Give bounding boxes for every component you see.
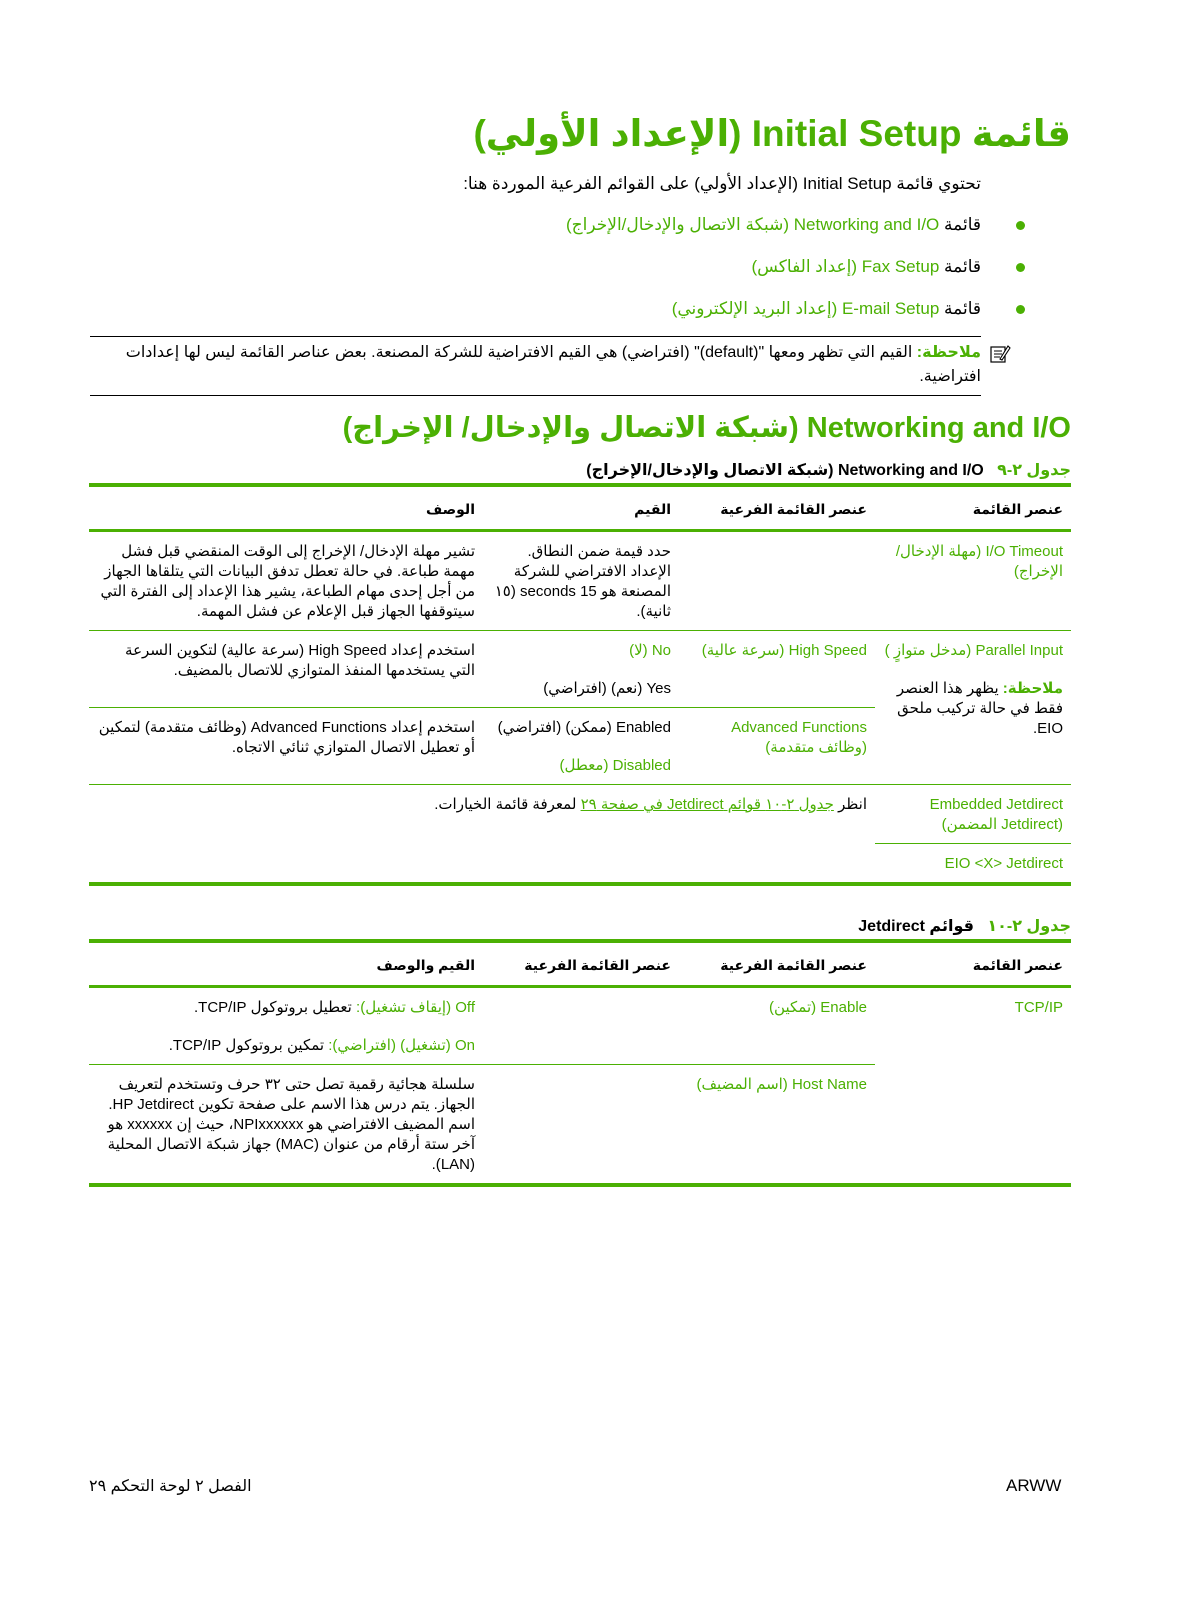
cell-description bbox=[89, 785, 875, 885]
note-icon bbox=[989, 343, 1011, 365]
cell-description: استخدم إعداد Advanced Functions (وظائف متقدمة) لتمكين أو تعطيل الاتصال المتوازي ثنائي الاتجاه. bbox=[89, 708, 483, 785]
value-option bbox=[97, 998, 475, 1018]
submenu-link-fax[interactable]: Fax Setup (إعداد الفاكس) bbox=[751, 257, 940, 276]
value-option bbox=[97, 1036, 475, 1056]
list-item bbox=[566, 254, 981, 296]
bullet-icon bbox=[1016, 221, 1025, 230]
section-title: Networking and I/O (شبكة الاتصال والإدخال/ الإخراج) bbox=[342, 412, 1071, 444]
caption-label: جدول ٢-٩ bbox=[997, 462, 1071, 479]
value-option: Enabled (ممكن) (افتراضي) bbox=[497, 719, 671, 736]
caption-label: جدول ٢-١٠ bbox=[987, 918, 1071, 935]
cell-note-text: يظهر هذا العنصر فقط في حالة تركيب ملحق EIO. bbox=[896, 680, 1063, 737]
value-text: تمكين بروتوكول TCP/IP. bbox=[168, 1037, 325, 1054]
column-header: عنصر القائمة bbox=[875, 485, 1071, 531]
menu-item-eio-jetdirect: EIO <X> Jetdirect bbox=[875, 844, 1071, 885]
cell-description: استخدم إعداد High Speed (سرعة عالية) لتكوين السرعة التي يستخدمها المنفذ المتوازي للاتصال بالمضيف. bbox=[89, 631, 483, 708]
value-option: Disabled (معطل) bbox=[559, 757, 671, 774]
column-header: عنصر القائمة الفرعية bbox=[679, 941, 875, 987]
note-label: ملاحظة: bbox=[1002, 680, 1063, 697]
desc-prefix: انظر bbox=[838, 796, 867, 813]
table-row bbox=[89, 531, 1071, 631]
cell-description: سلسلة هجائية رقمية تصل حتى ٣٢ حرف وتستخدم لتعريف الجهاز. يتم درس هذا الاسم على صفحة تكوين HP Jetdirect. اسم المضيف الافتراضي هو NPIxxxxxx، حيث إن xxxxxx هو آخر ستة أرقام من عنوان (MAC) جهاز شبكة الاتصال المحلية (LAN). bbox=[89, 1065, 483, 1186]
networking-table bbox=[89, 483, 1071, 886]
cell-note bbox=[883, 679, 1063, 739]
note-label: ملاحظة: bbox=[916, 344, 981, 361]
column-header: عنصر القائمة الفرعية bbox=[679, 485, 875, 531]
note-text: القيم التي تظهر ومعها "(default)" (افتراضي) هي القيم الافتراضية للشركة المصنعة. بعض عناصر القائمة ليس لها إعدادات افتراضية. bbox=[125, 344, 981, 385]
submenu-link-networking[interactable]: Networking and I/O (شبكة الاتصال والإدخال/الإخراج) bbox=[566, 215, 940, 234]
column-header: عنصر القائمة bbox=[875, 941, 1071, 987]
submenu-host-name: Host Name (اسم المضيف) bbox=[679, 1065, 875, 1186]
caption-text: Networking and I/O (شبكة الاتصال والإدخال/الإخراج) bbox=[586, 462, 984, 479]
submenu-enable: Enable (تمكين) bbox=[679, 987, 875, 1065]
bullet-icon bbox=[1016, 263, 1025, 272]
column-header: الوصف bbox=[89, 485, 483, 531]
bullet-prefix: قائمة bbox=[944, 257, 981, 276]
menu-item-io-timeout: I/O Timeout (مهلة الإدخال/ الإخراج) bbox=[875, 531, 1071, 631]
cell-values: حدد قيمة ضمن النطاق. الإعداد الافتراضي للشركة المصنعة هو 15 seconds (١٥ ثانية). bbox=[483, 531, 679, 631]
cell-values bbox=[483, 708, 679, 785]
jetdirect-table bbox=[89, 939, 1071, 1187]
submenu-high-speed: High Speed (سرعة عالية) bbox=[679, 631, 875, 708]
column-header: عنصر القائمة الفرعية bbox=[483, 941, 679, 987]
table-row bbox=[89, 631, 1071, 708]
value-text: تعطيل بروتوكول TCP/IP. bbox=[193, 999, 352, 1016]
table-row bbox=[89, 987, 1071, 1065]
page-title: قائمة Initial Setup (الإعداد الأولي) bbox=[473, 113, 1071, 154]
bullet-icon bbox=[1016, 305, 1025, 314]
bullet-prefix: قائمة bbox=[944, 215, 981, 234]
menu-item-tcpip: TCP/IP bbox=[875, 987, 1071, 1186]
list-item bbox=[566, 212, 981, 254]
bullet-prefix: قائمة bbox=[944, 299, 981, 318]
cell-values bbox=[89, 987, 483, 1065]
column-header: القيم والوصف bbox=[89, 941, 483, 987]
menu-item-embedded-jetdirect: Embedded Jetdirect (Jetdirect المضمن) bbox=[875, 785, 1071, 844]
desc-suffix: لمعرفة قائمة الخيارات. bbox=[434, 796, 577, 813]
table-caption bbox=[858, 916, 1071, 936]
footer-page-info: الفصل ٢ لوحة التحكم ٢٩ bbox=[89, 1478, 252, 1495]
cell-values bbox=[483, 631, 679, 708]
value-label: On (تشغيل) (افتراضي): bbox=[328, 1037, 475, 1054]
caption-text: قوائم Jetdirect bbox=[858, 918, 974, 935]
table-row bbox=[89, 785, 1071, 844]
column-header: القيم bbox=[483, 485, 679, 531]
value-option: No (لا) bbox=[629, 642, 671, 659]
submenu-advanced-functions: Advanced Functions (وظائف متقدمة) bbox=[679, 708, 875, 785]
table-caption bbox=[586, 460, 1071, 480]
menu-item-label: Parallel Input (مدخل متوازٍ ) bbox=[884, 642, 1063, 659]
cell-description: تشير مهلة الإدخال/ الإخراج إلى الوقت المنقضي قبل فشل مهمة طباعة. في حالة تعطل تدفق البيانات التي يتلقاها الجهاز من أجل إحدى مهام الطباعة، يشير هذا الإعداد إلى الفترة التي سيتوقفها الجهاز قبل الإعلام عن فشل المهمة. bbox=[89, 531, 483, 631]
footer-brand: ARWW bbox=[1006, 1476, 1062, 1495]
submenu-link-email[interactable]: E-mail Setup (إعداد البريد الإلكتروني) bbox=[671, 299, 940, 318]
value-option: Yes (نعم) (افتراضي) bbox=[543, 680, 671, 697]
submenu-list bbox=[566, 212, 981, 338]
note-box bbox=[90, 336, 981, 396]
list-item bbox=[566, 296, 981, 338]
value-label: Off (إيقاف تشغيل): bbox=[356, 999, 475, 1016]
menu-item-parallel bbox=[875, 631, 1071, 785]
table-reference-link[interactable]: جدول ٢-١٠ قوائم Jetdirect في صفحة ٢٩ bbox=[580, 796, 834, 813]
intro-text: تحتوي قائمة Initial Setup (الإعداد الأولي) على القوائم الفرعية الموردة هنا: bbox=[463, 174, 981, 193]
